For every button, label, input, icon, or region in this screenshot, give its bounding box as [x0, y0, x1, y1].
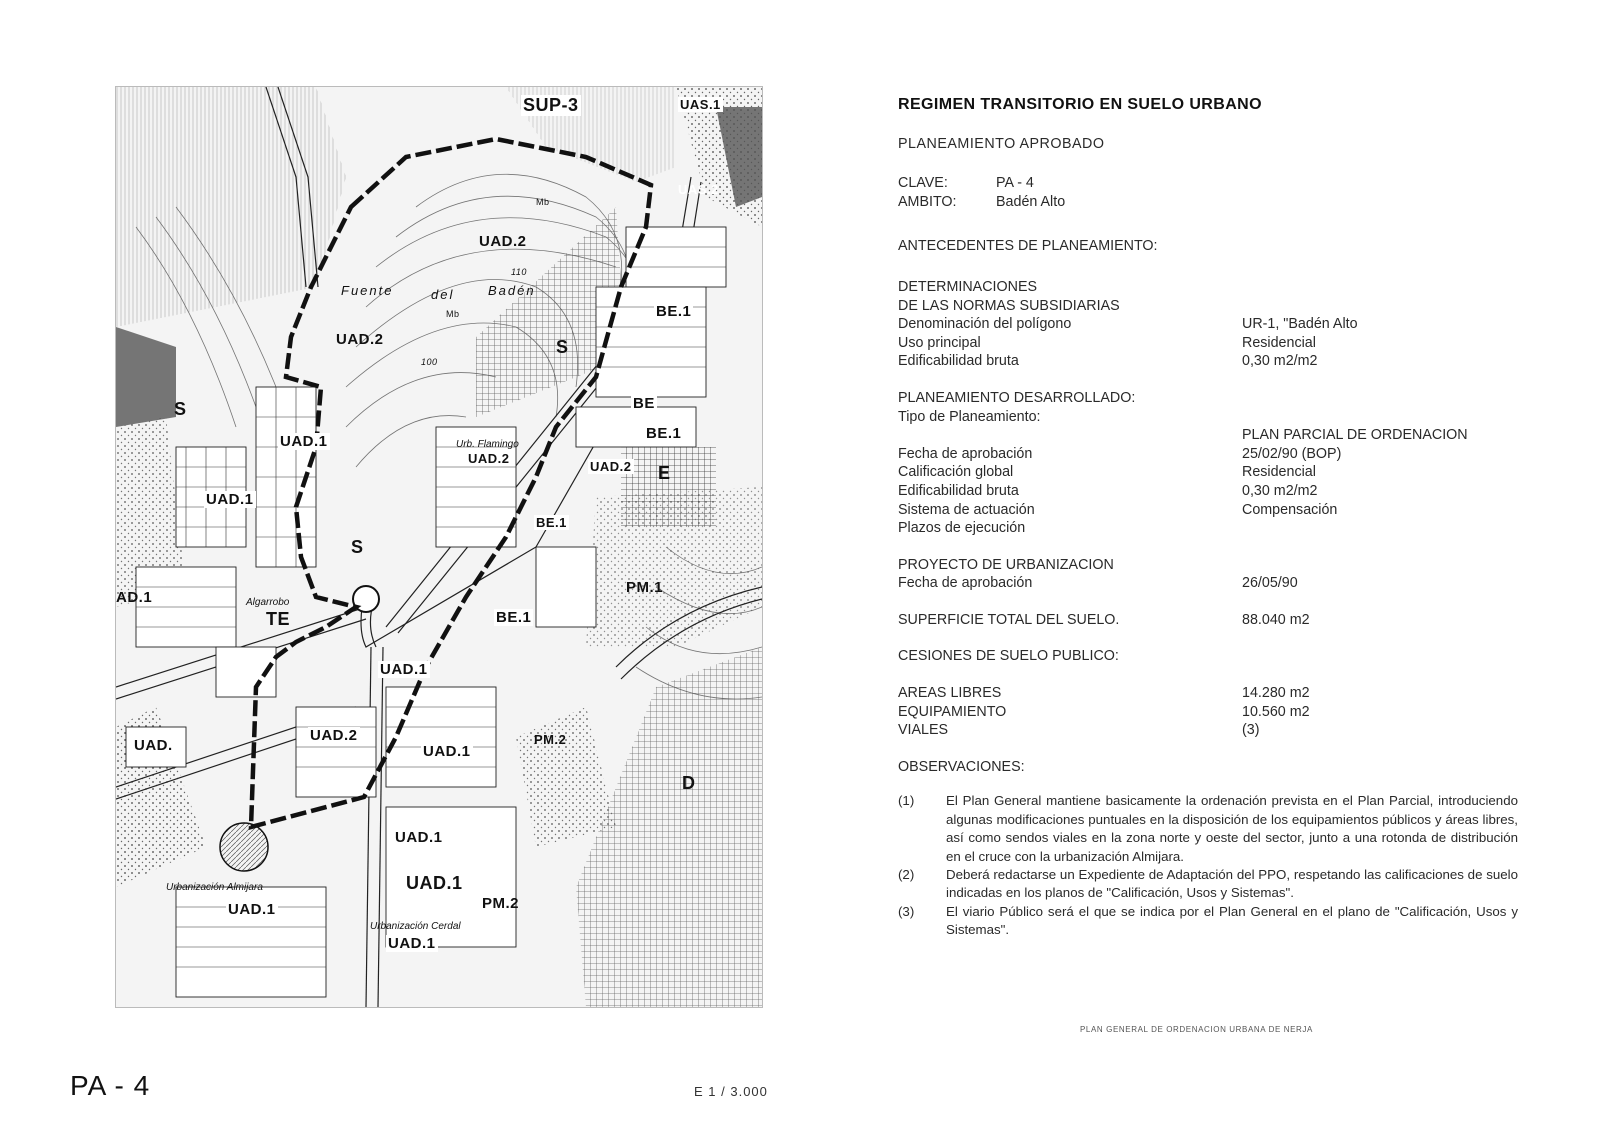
label-s-mid: S [351, 537, 364, 557]
pd-title: PLANEAMIENTO DESARROLLADO: [898, 389, 1136, 406]
cesiones-heading: CESIONES DE SUELO PUBLICO: [898, 648, 1119, 665]
antecedentes-heading: ANTECEDENTES DE PLANEAMIENTO: [898, 238, 1158, 255]
label-ad1: AD.1 [116, 589, 153, 606]
label-be1-e: BE.1 [496, 609, 532, 626]
label-uad2-left: UAD.2 [336, 331, 384, 348]
planeamiento-desarrollado-block [898, 389, 1518, 538]
fecha-value: 25/02/90 (BOP) [1242, 445, 1342, 462]
label-mb1: Mb [536, 197, 550, 207]
proyecto-urbanizacion-block [898, 556, 1518, 593]
label-contour-110: 110 [511, 267, 527, 277]
label-uad1-d: UAD.1 [423, 743, 471, 760]
sist-value: Compensación [1242, 501, 1338, 518]
site-plan-map [115, 86, 763, 1008]
pu-fecha-label: Fecha de aprobación [898, 575, 1033, 592]
label-uad1-c: UAD.1 [380, 661, 428, 678]
label-urb-almijara: Urbanización Almijara [166, 882, 263, 893]
equip-label: EQUIPAMIENTO [898, 703, 1007, 720]
areas-value: 14.280 m2 [1242, 685, 1310, 702]
label-e: E [658, 463, 671, 483]
sup-value: 88.040 m2 [1242, 611, 1310, 628]
label-uad2-low: UAD.2 [310, 727, 358, 744]
viales-label: VIALES [898, 722, 949, 739]
edif-label: Edificabilidad bruta [898, 353, 1019, 370]
label-uad1-a: UAD.1 [280, 433, 328, 450]
observation-item: (2) Deberá redactarse un Expediente de Adaptación del PPO, respetando las calificaciones de suelo indicadas en los planos de "Calificación, Usos y Sistemas". [898, 867, 1518, 901]
label-uad2-top: UAD.2 [479, 233, 527, 250]
label-mb2: Mb [446, 309, 460, 319]
label-fuente: Fuente [341, 283, 394, 298]
label-uad2-flam: UAD.2 [468, 451, 510, 466]
label-pm2-a: PM.2 [534, 732, 567, 747]
calif-value: Residencial [1242, 464, 1316, 481]
den-label: Denominación del polígono [898, 316, 1072, 333]
clave-block [898, 174, 1518, 211]
map-scale: E 1 / 3.000 [694, 1084, 768, 1099]
det-line1: DETERMINACIONES [898, 278, 1038, 295]
label-del: del [431, 287, 455, 302]
label-uad2-mid: UAD.2 [590, 459, 632, 474]
sup-label: SUPERFICIE TOTAL DEL SUELO. [898, 611, 1120, 628]
label-urb-flamingo: Urb. Flamingo [456, 439, 519, 450]
observaciones-list [898, 792, 1518, 939]
page-title: REGIMEN TRANSITORIO EN SUELO URBANO [898, 96, 1262, 113]
label-uad1-f: UAD.1 [228, 901, 276, 918]
edif2-value: 0,30 m2/m2 [1242, 482, 1318, 499]
pu-title: PROYECTO DE URBANIZACION [898, 556, 1114, 573]
observation-item: (3) El viario Público será el que se indica por el Plan General en el plano de "Calificación, Usos y Sistemas". [898, 903, 1518, 938]
superficie-block [898, 611, 1518, 630]
label-uad-left: UAD. [134, 737, 173, 754]
document-footer: PLAN GENERAL DE ORDENACION URBANA DE NERJA [1080, 1025, 1313, 1034]
ambito-value: Badén Alto [996, 193, 1066, 210]
label-be-b: BE [633, 395, 655, 412]
label-uad1-h: UAD.1 [388, 935, 436, 952]
label-uad1-b: UAD.1 [206, 491, 254, 508]
calif-label: Calificación global [898, 464, 1014, 481]
label-sup3: SUP-3 [523, 95, 579, 115]
label-uad1-g: UAD.1 [406, 873, 463, 893]
label-be1-c: BE.1 [646, 425, 682, 442]
label-s-left: S [174, 399, 187, 419]
equip-value: 10.560 m2 [1242, 703, 1310, 720]
ambito-label: AMBITO: [898, 193, 957, 210]
page-subtitle: PLANEAMIENTO APROBADO [898, 135, 1105, 152]
map-drawing [116, 87, 762, 1007]
pu-fecha-value: 26/05/90 [1242, 575, 1298, 592]
label-pm2-b: PM.2 [482, 895, 520, 912]
uso-value: Residencial [1242, 334, 1316, 351]
determinaciones-block [898, 278, 1518, 371]
cesiones-block [898, 684, 1518, 740]
plazos-label: Plazos de ejecución [898, 520, 1026, 537]
edif2-label: Edificabilidad bruta [898, 482, 1019, 499]
uso-label: Uso principal [898, 334, 981, 351]
label-urb-cerdal: Urbanización Cerdal [370, 921, 461, 932]
label-be1-a: BE.1 [656, 303, 692, 320]
planning-sheet [898, 96, 1518, 940]
sist-label: Sistema de actuación [898, 501, 1035, 518]
label-be1-d: BE.1 [536, 515, 567, 530]
tipo-label: Tipo de Planeamiento: [898, 408, 1041, 425]
label-pm1: PM.1 [626, 579, 664, 596]
label-uas2: UAS.2 [678, 182, 719, 197]
clave-label: CLAVE: [898, 175, 948, 192]
fecha-label: Fecha de aprobación [898, 445, 1033, 462]
observaciones-heading: OBSERVACIONES: [898, 758, 1025, 775]
den-value: UR-1, "Badén Alto [1242, 316, 1358, 333]
label-s-center: S [556, 337, 569, 357]
edif-value: 0,30 m2/m2 [1242, 353, 1318, 370]
clave-value: PA - 4 [996, 175, 1034, 192]
label-te: TE [266, 609, 291, 629]
label-uad1-e: UAD.1 [395, 829, 443, 846]
areas-label: AREAS LIBRES [898, 685, 1002, 702]
label-uas1: UAS.1 [680, 97, 721, 112]
det-line2: DE LAS NORMAS SUBSIDIARIAS [898, 297, 1120, 314]
sheet-code: PA - 4 [70, 1070, 151, 1101]
label-d: D [682, 773, 696, 793]
label-algarrobo: Algarrobo [246, 597, 290, 608]
tipo-value: PLAN PARCIAL DE ORDENACION [1242, 427, 1468, 444]
label-baden: Badén [488, 283, 536, 298]
viales-value: (3) [1242, 722, 1260, 739]
observation-item: (1) El Plan General mantiene basicamente la ordenación prevista en el Plan Parcial, introduciendo algunas modificaciones puntuales en la disposición de los equipamientos públicos y áreas libres, así como sendos viales en la zona norte y oeste del sector, junto a una rotonda de distribución en el cruce con la urbanización Almijara. [898, 793, 1518, 864]
label-contour-100: 100 [421, 357, 438, 367]
